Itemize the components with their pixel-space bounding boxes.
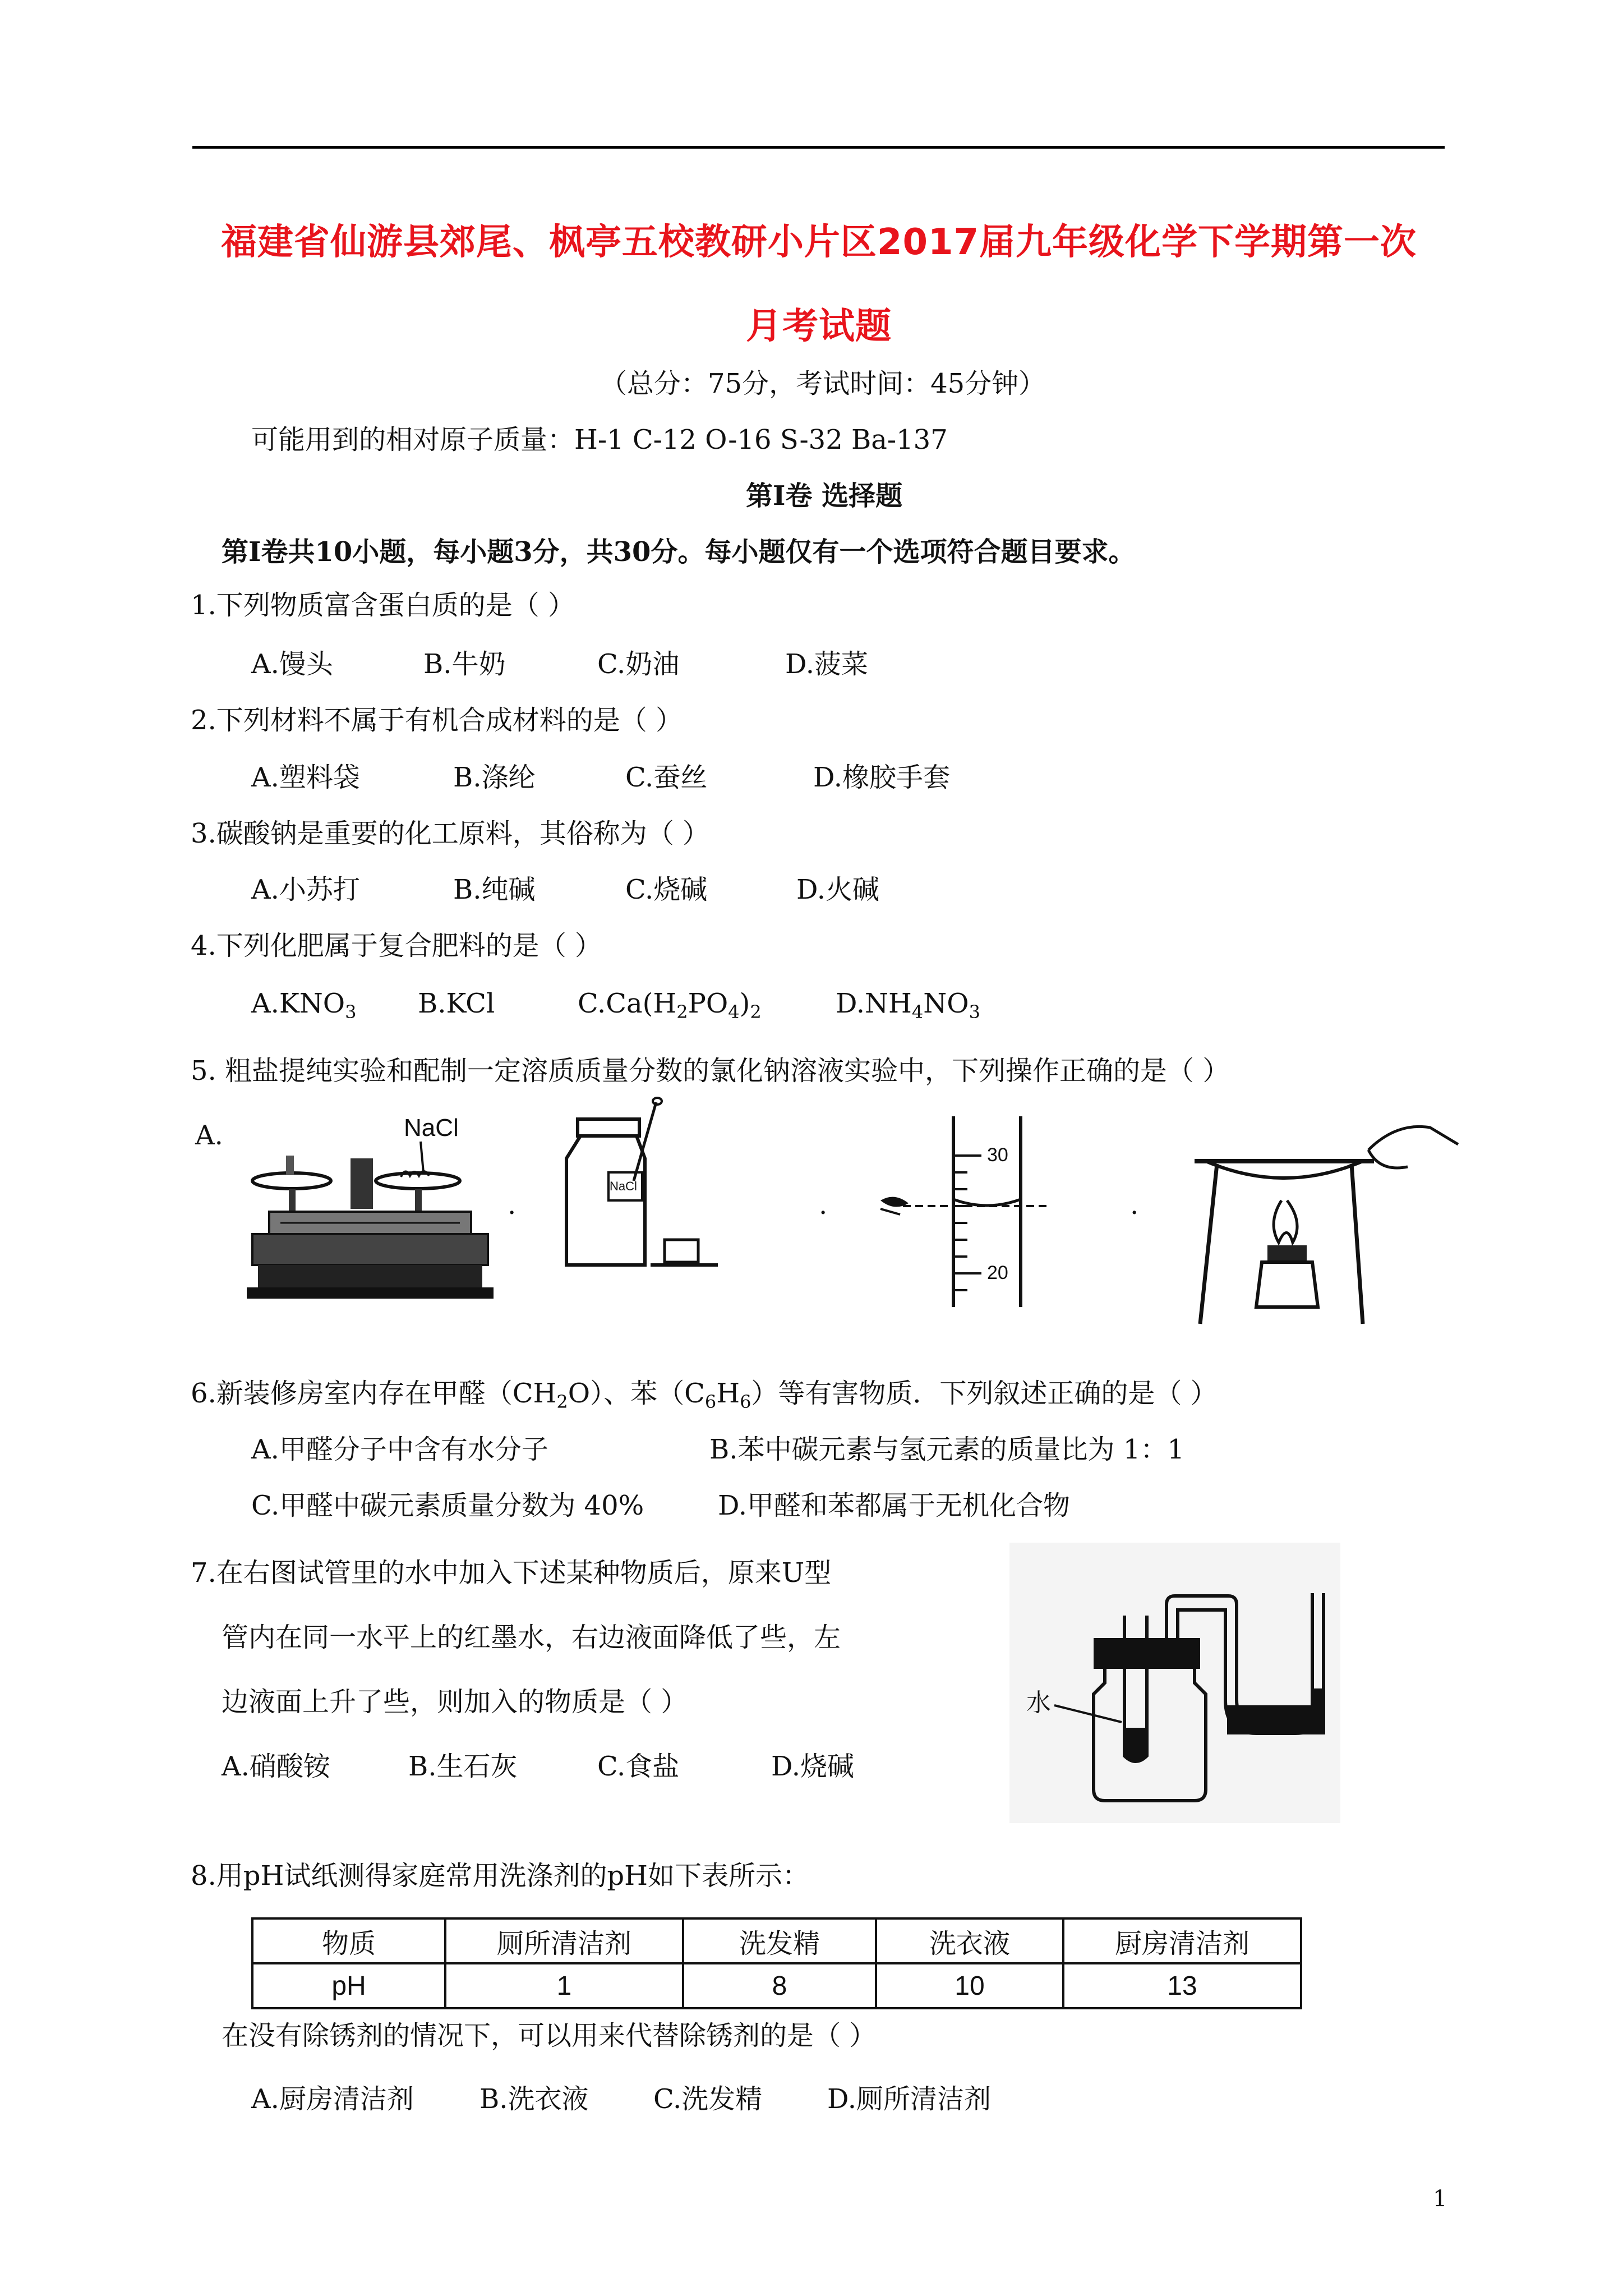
ph-table <box>251 1917 1302 2009</box>
separator-dot-3: . <box>1130 1189 1139 1221</box>
q7-option-c: C.食盐 <box>597 1751 680 1782</box>
ph-table-cell: 1 <box>445 1963 683 2008</box>
q8-option-b: B.洗衣液 <box>479 2083 589 2115</box>
q4-option-b: B.KCl <box>418 988 495 1019</box>
q8-option-d: D.厕所清洁剂 <box>827 2083 992 2115</box>
ph-table-row <box>252 1963 1301 2008</box>
q7-option-b: B.生石灰 <box>408 1751 518 1782</box>
jar-label: NaCl <box>610 1179 637 1193</box>
q7-option-d: D.烧碱 <box>771 1751 855 1782</box>
question-1-stem: 1.下列物质富含蛋白质的是（ ） <box>191 590 575 621</box>
ph-table-header: 洗发精 <box>683 1918 876 1963</box>
question-2-stem: 2.下列材料不属于有机合成材料的是（ ） <box>191 705 683 736</box>
q3-option-c: C.烧碱 <box>625 874 708 905</box>
question-7-line-2: 管内在同一水平上的红墨水，右边液面降低了些，左 <box>222 1622 841 1653</box>
q6-option-c: C.甲醛中碳元素质量分数为 40% <box>251 1490 644 1521</box>
ph-table-cell: 13 <box>1063 1963 1301 2008</box>
cylinder-mark-30: 30 <box>987 1144 1008 1166</box>
evaporation-figure <box>1183 1111 1464 1329</box>
cylinder-mark-20: 20 <box>987 1262 1008 1283</box>
q6-option-d: D.甲醛和苯都属于无机化合物 <box>718 1490 1071 1521</box>
q6-option-a: A.甲醛分子中含有水分子 <box>251 1434 548 1465</box>
exam-info: （总分：75分，考试时间：45分钟） <box>600 368 1046 399</box>
q1-option-d: D.菠菜 <box>785 648 869 680</box>
q6-option-b: B.苯中碳元素与氢元素的质量比为 1：1 <box>709 1434 1184 1465</box>
atomic-masses: 可能用到的相对原子质量：H-1 C-12 O-16 S-32 Ba-137 <box>251 424 948 455</box>
q1-option-b: B.牛奶 <box>423 648 506 680</box>
q1-option-a: A.馒头 <box>251 648 333 680</box>
ph-table-header: 厕所清洁剂 <box>445 1918 683 1963</box>
ph-table-header-row <box>252 1918 1301 1963</box>
q5-option-a-label: A. <box>195 1120 223 1151</box>
balance-figure <box>247 1111 494 1301</box>
q4-option-d: $D.NH_4NO_3$ <box>836 988 980 1023</box>
ph-table-header: 物质 <box>252 1918 445 1963</box>
q4-option-a: $A.KNO_3$ <box>251 988 357 1023</box>
question-7-line-3: 边液面上升了些，则加入的物质是（ ） <box>222 1686 688 1718</box>
q8-option-a: A.厨房清洁剂 <box>251 2083 414 2115</box>
title-line-2: 月考试题 <box>746 306 892 347</box>
graduated-cylinder-figure <box>869 1116 1066 1307</box>
question-7-line-1: 7.在右图试管里的水中加入下述某种物质后，原来U型 <box>191 1557 832 1589</box>
reagent-jar-figure <box>555 1097 723 1271</box>
question-5-stem: 5. 粗盐提纯实验和配制一定溶质质量分数的氯化钠溶液实验中，下列操作正确的是（ ） <box>191 1055 1230 1087</box>
page-number: 1 <box>1433 2186 1447 2212</box>
header-rule <box>192 146 1445 149</box>
water-label: 水 <box>1026 1689 1051 1717</box>
q3-option-b: B.纯碱 <box>453 874 536 905</box>
u-tube-apparatus-figure <box>1009 1543 1340 1823</box>
q3-option-d: D.火碱 <box>796 874 880 905</box>
q2-option-d: D.橡胶手套 <box>813 762 951 793</box>
ph-table-header: 厨房清洁剂 <box>1063 1918 1301 1963</box>
title-line-1: 福建省仙游县郊尾、枫亭五校教研小片区2017届九年级化学下学期第一次 <box>220 222 1417 263</box>
question-8-follow-up: 在没有除锈剂的情况下，可以用来代替除锈剂的是（ ） <box>222 2020 877 2051</box>
separator-dot-2: . <box>819 1189 828 1221</box>
q7-option-a: A.硝酸铵 <box>222 1751 330 1782</box>
q8-option-c: C.洗发精 <box>653 2083 763 2115</box>
q1-option-c: C.奶油 <box>597 648 680 680</box>
section-instructions: 第Ⅰ卷共10小题，每小题3分，共30分。每小题仅有一个选项符合题目要求。 <box>222 536 1136 568</box>
separator-dot-1: . <box>508 1189 517 1221</box>
q4-option-c: $C.Ca(H_2PO_4)_2$ <box>578 988 762 1023</box>
ph-table-cell: 8 <box>683 1963 876 2008</box>
q2-option-c: C.蚕丝 <box>625 762 708 793</box>
nacl-label: NaCl <box>404 1114 459 1142</box>
section-title: 第Ⅰ卷 选择题 <box>746 480 903 512</box>
ph-table-cell: pH <box>252 1963 445 2008</box>
ph-table-cell: 10 <box>876 1963 1063 2008</box>
ph-table-header: 洗衣液 <box>876 1918 1063 1963</box>
question-4-stem: 4.下列化肥属于复合肥料的是（ ） <box>191 930 602 961</box>
question-8-stem: 8.用pH试纸测得家庭常用洗涤剂的pH如下表所示： <box>191 1860 809 1892</box>
q2-option-b: B.涤纶 <box>453 762 536 793</box>
question-3-stem: 3.碳酸钠是重要的化工原料，其俗称为（ ） <box>191 818 710 849</box>
q3-option-a: A.小苏打 <box>251 874 360 905</box>
q2-option-a: A.塑料袋 <box>251 762 360 793</box>
question-6-stem: 6.新装修房室内存在甲醛$(CH_2O)$、苯$(C_6H_6)$等有害物质．下列叙述正确的是（ ） <box>191 1378 1218 1412</box>
